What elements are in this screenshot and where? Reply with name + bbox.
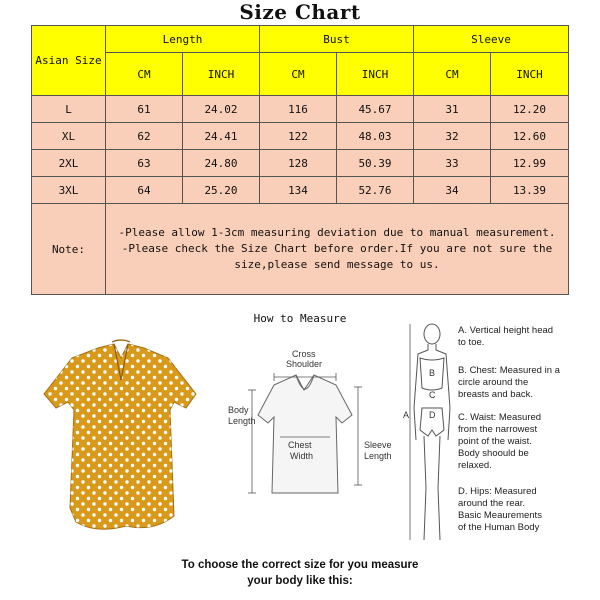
chest-width-label: Width [290, 451, 314, 461]
measurement-line: to toe. [458, 337, 485, 348]
value-cell: 45.67 [337, 96, 414, 123]
how-to-measure-heading: How to Measure [253, 312, 347, 325]
value-cell: 134 [260, 177, 337, 204]
note-row [32, 204, 569, 295]
value-cell: 122 [260, 123, 337, 150]
value-cell: 64 [106, 177, 183, 204]
footer-line: your body like this: [247, 575, 353, 587]
length-header: Length [106, 26, 260, 53]
sleeve-header: Sleeve [414, 26, 569, 53]
measurement-line: A. Vertical height head [458, 325, 554, 336]
body-length-label: Length [228, 416, 256, 426]
page-title: Size Chart [239, 0, 361, 24]
measurement-line: Basic Meaurements [458, 510, 542, 521]
measurement-line: from the narrowest [458, 424, 538, 435]
value-cell: 52.76 [337, 177, 414, 204]
size-chart-table [31, 25, 569, 295]
size-cell: L [32, 96, 106, 123]
measurement-c [458, 412, 588, 472]
measurement-line: Body shoould be [458, 448, 529, 459]
value-cell: 13.39 [491, 177, 569, 204]
note-line: -Please allow 1-3cm measuring deviation due to manual measurement. [118, 226, 556, 239]
sleeve-length-label: Length [364, 451, 392, 461]
value-cell: 12.60 [491, 123, 569, 150]
figure-letter-c: C [429, 390, 436, 400]
value-cell: 128 [260, 150, 337, 177]
figure-letter-d: D [429, 410, 436, 420]
table-row [32, 177, 569, 204]
size-cell: XL [32, 123, 106, 150]
measurement-line: around the rear. [458, 498, 526, 509]
body-length-label: Body [228, 405, 249, 415]
measurement-line: D. Hips: Measured [458, 486, 537, 497]
measurement-line: breasts and back. [458, 389, 533, 400]
body-figure-diagram [402, 318, 454, 548]
table-row [32, 150, 569, 177]
measurement-line: circle around the [458, 377, 529, 388]
note-label: Note: [32, 204, 106, 295]
measurement-b [458, 365, 588, 401]
product-shirt-image [36, 336, 206, 536]
unit-header: INCH [183, 53, 260, 96]
value-cell: 24.41 [183, 123, 260, 150]
value-cell: 62 [106, 123, 183, 150]
value-cell: 25.20 [183, 177, 260, 204]
note-line: size,please send message to us. [234, 258, 440, 271]
footer-instructions [150, 557, 450, 589]
value-cell: 34 [414, 177, 491, 204]
measurement-line: B. Chest: Measured in a [458, 365, 560, 376]
table-row [32, 96, 569, 123]
value-cell: 31 [414, 96, 491, 123]
value-cell: 116 [260, 96, 337, 123]
value-cell: 24.80 [183, 150, 260, 177]
unit-header: INCH [491, 53, 569, 96]
chest-width-label: Chest [288, 440, 312, 450]
value-cell: 12.99 [491, 150, 569, 177]
value-cell: 33 [414, 150, 491, 177]
size-cell: 2XL [32, 150, 106, 177]
measurement-line: point of the waist. [458, 436, 532, 447]
measurement-line: of the Human Body [458, 522, 540, 533]
value-cell: 50.39 [337, 150, 414, 177]
value-cell: 12.20 [491, 96, 569, 123]
unit-header: CM [106, 53, 183, 96]
measurement-line: relaxed. [458, 460, 492, 471]
footer-line: To choose the correct size for you measure [181, 559, 419, 571]
measurement-line: C. Waist: Measured [458, 412, 542, 423]
bust-header: Bust [260, 26, 414, 53]
figure-letter-b: B [429, 368, 436, 378]
value-cell: 32 [414, 123, 491, 150]
measurement-d [458, 486, 588, 534]
asian-size-header: Asian Size [32, 26, 106, 96]
cross-shoulder-label: Cross [292, 349, 316, 359]
unit-header: CM [260, 53, 337, 96]
cross-shoulder-label: Shoulder [286, 359, 323, 369]
value-cell: 24.02 [183, 96, 260, 123]
garment-measure-diagram [224, 345, 404, 510]
value-cell: 63 [106, 150, 183, 177]
measurement-a [458, 325, 588, 349]
table-row [32, 123, 569, 150]
note-text [106, 204, 569, 295]
note-line: -Please check the Size Chart before order.If you are not sure the [121, 242, 553, 255]
unit-header: INCH [337, 53, 414, 96]
figure-letter-a: A [403, 410, 410, 420]
unit-header: CM [414, 53, 491, 96]
sleeve-length-label: Sleeve [364, 440, 392, 450]
size-cell: 3XL [32, 177, 106, 204]
value-cell: 61 [106, 96, 183, 123]
value-cell: 48.03 [337, 123, 414, 150]
